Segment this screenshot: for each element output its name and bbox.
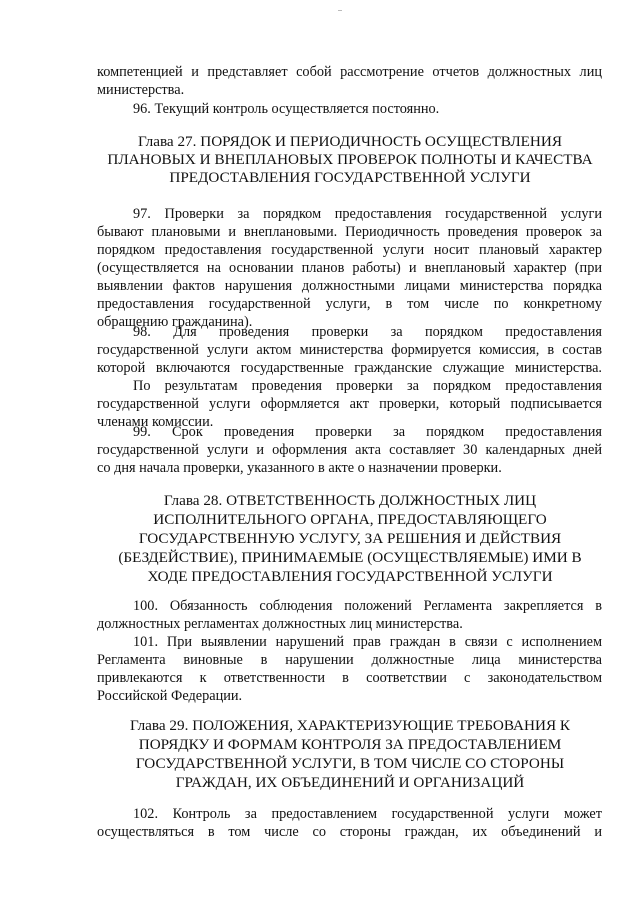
paragraph-98-continued-line: членами комиссии. — [97, 414, 214, 430]
paragraph-98-continued-line: государственной услуги оформляется акт проверки, который подписывается — [97, 396, 602, 412]
paragraph-97-line: 97. Проверки за порядком предоставления государственной услуги — [133, 206, 602, 222]
paragraph-102-line: осуществляться в том числе со стороны граждан, их объединений и — [97, 824, 602, 840]
chapter-28-title-line: (БЕЗДЕЙСТВИЕ), ПРИНИМАЕМЫЕ (ОСУЩЕСТВЛЯЕМЫЕ) ИМИ В — [118, 549, 582, 566]
chapter-28-title-line: Глава 28. ОТВЕТСТВЕННОСТЬ ДОЛЖНОСТНЫХ ЛИЦ — [163, 492, 537, 509]
paragraph-96: 96. Текущий контроль осуществляется постоянно. — [133, 101, 440, 117]
paragraph-99-line: со дня начала проверки, указанного в акте о назначении проверки. — [97, 460, 502, 476]
paragraph-99-line: 99. Срок проведения проверки за порядком предоставления — [133, 424, 602, 440]
paragraph-99-line: государственной услуги и оформления акта составляет 30 календарных дней — [97, 442, 602, 458]
paragraph-98-line: 98. Для проведения проверки за порядком предоставления — [133, 324, 602, 340]
page-mark — [338, 10, 342, 11]
chapter-27-title-line: Глава 27. ПОРЯДОК И ПЕРИОДИЧНОСТЬ ОСУЩЕСТВЛЕНИЯ — [138, 133, 562, 150]
paragraph-98-line: государственной услуги актом министерства формируется комиссия, в состав — [97, 342, 602, 358]
paragraph-97-line: бывают плановыми и внеплановыми. Периодичность проведения проверок за — [97, 224, 602, 240]
paragraph-97-line: порядком предоставления государственной услуги носит плановый характер — [97, 242, 602, 258]
chapter-28-title-line: ИСПОЛНИТЕЛЬНОГО ОРГАНА, ПРЕДОСТАВЛЯЮЩЕГО — [153, 511, 547, 528]
paragraph-102-line: 102. Контроль за предоставлением государственной услуги может — [133, 806, 602, 822]
paragraph-97-line: предоставления государственной услуги, в том числе по конкретному — [97, 296, 602, 312]
paragraph-98-line: которой включаются государственные гражданские служащие министерства. — [97, 360, 602, 376]
chapter-27-title-line: ПЛАНОВЫХ И ВНЕПЛАНОВЫХ ПРОВЕРОК ПОЛНОТЫ И КАЧЕСТВА — [107, 151, 593, 168]
paragraph-98-continued-line: По результатам проведения проверки за порядком предоставления — [133, 378, 602, 394]
paragraph-97-line: выявлении фактов нарушения должностными лицами министерства порядка — [97, 278, 602, 294]
chapter-28-title-line: ГОСУДАРСТВЕННУЮ УСЛУГУ, ЗА РЕШЕНИЯ И ДЕЙСТВИЯ — [138, 530, 562, 547]
paragraph-97-line: (осуществляется на основании планов работы) и внеплановый характер (при — [97, 260, 602, 276]
paragraph-101-line: Регламента виновные в нарушении должностные лица министерства — [97, 652, 602, 668]
chapter-29-title-line: ПОРЯДКУ И ФОРМАМ КОНТРОЛЯ ЗА ПРЕДОСТАВЛЕНИЕМ — [138, 736, 562, 753]
paragraph-101-line: 101. При выявлении нарушений прав граждан в связи с исполнением — [133, 634, 602, 650]
chapter-27-title-line: ПРЕДОСТАВЛЕНИЯ ГОСУДАРСТВЕННОЙ УСЛУГИ — [169, 169, 531, 186]
paragraph-97-line: обращению гражданина). — [97, 314, 253, 330]
chapter-29-title-line: ГРАЖДАН, ИХ ОБЪЕДИНЕНИЙ И ОРГАНИЗАЦИЙ — [175, 774, 525, 791]
paragraph-100-line: должностных регламентах должностных лиц министерства. — [97, 616, 463, 632]
text-line: министерства. — [97, 82, 185, 98]
chapter-29-title-line: Глава 29. ПОЛОЖЕНИЯ, ХАРАКТЕРИЗУЮЩИЕ ТРЕБОВАНИЯ К — [129, 717, 571, 734]
paragraph-101-line: Российской Федерации. — [97, 688, 243, 704]
paragraph-100-line: 100. Обязанность соблюдения положений Регламента закрепляется в — [133, 598, 602, 614]
text-line: компетенцией и представляет собой рассмотрение отчетов должностных лиц — [97, 64, 602, 80]
chapter-29-title-line: ГОСУДАРСТВЕННОЙ УСЛУГИ, В ТОМ ЧИСЛЕ СО СТОРОНЫ — [135, 755, 565, 772]
paragraph-101-line: привлекаются к ответственности в соответствии с законодательством — [97, 670, 602, 686]
chapter-28-title-line: ХОДЕ ПРЕДОСТАВЛЕНИЯ ГОСУДАРСТВЕННОЙ УСЛУГИ — [147, 568, 553, 585]
